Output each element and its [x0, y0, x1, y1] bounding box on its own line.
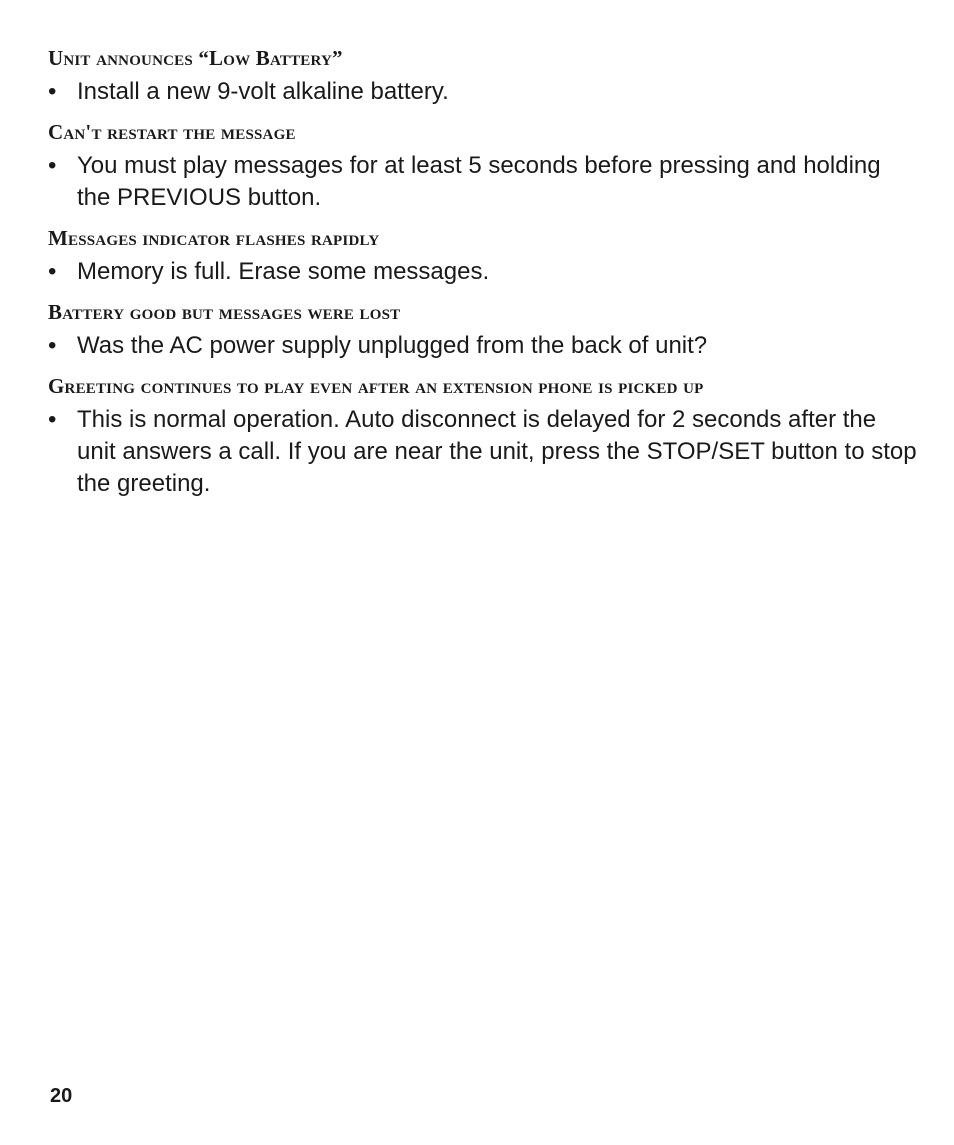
bullet-list	[48, 404, 918, 500]
page-number: 20	[50, 1085, 73, 1107]
troubleshooting-content	[48, 44, 918, 510]
bullet-item: • This is normal operation. Auto disconnect is delayed for 2 seconds after the unit answers a call. If you are near the unit, press the STOP/SET button to stop the greeting.	[48, 404, 918, 500]
section-greeting-continues	[48, 372, 918, 500]
bullet-item: • Install a new 9-volt alkaline battery.	[48, 76, 918, 108]
bullet-list	[48, 256, 918, 288]
section-heading: Greeting continues to play even after an extension phone is picked up	[48, 374, 704, 398]
section-heading: Can't restart the message	[48, 120, 296, 144]
section-heading: Messages indicator flashes rapidly	[48, 226, 380, 250]
bullet-item: • Was the AC power supply unplugged from the back of unit?	[48, 330, 918, 362]
bullet-item: • You must play messages for at least 5 seconds before pressing and holding the PREVIOUS button.	[48, 150, 918, 214]
bullet-item: • Memory is full. Erase some messages.	[48, 256, 918, 288]
section-heading: Unit announces “Low Battery”	[48, 46, 343, 70]
section-indicator-flashes	[48, 224, 918, 288]
section-messages-lost	[48, 298, 918, 362]
section-low-battery	[48, 44, 918, 108]
bullet-list	[48, 150, 918, 214]
bullet-list	[48, 330, 918, 362]
section-heading: Battery good but messages were lost	[48, 300, 401, 324]
bullet-list	[48, 76, 918, 108]
section-cant-restart	[48, 118, 918, 214]
